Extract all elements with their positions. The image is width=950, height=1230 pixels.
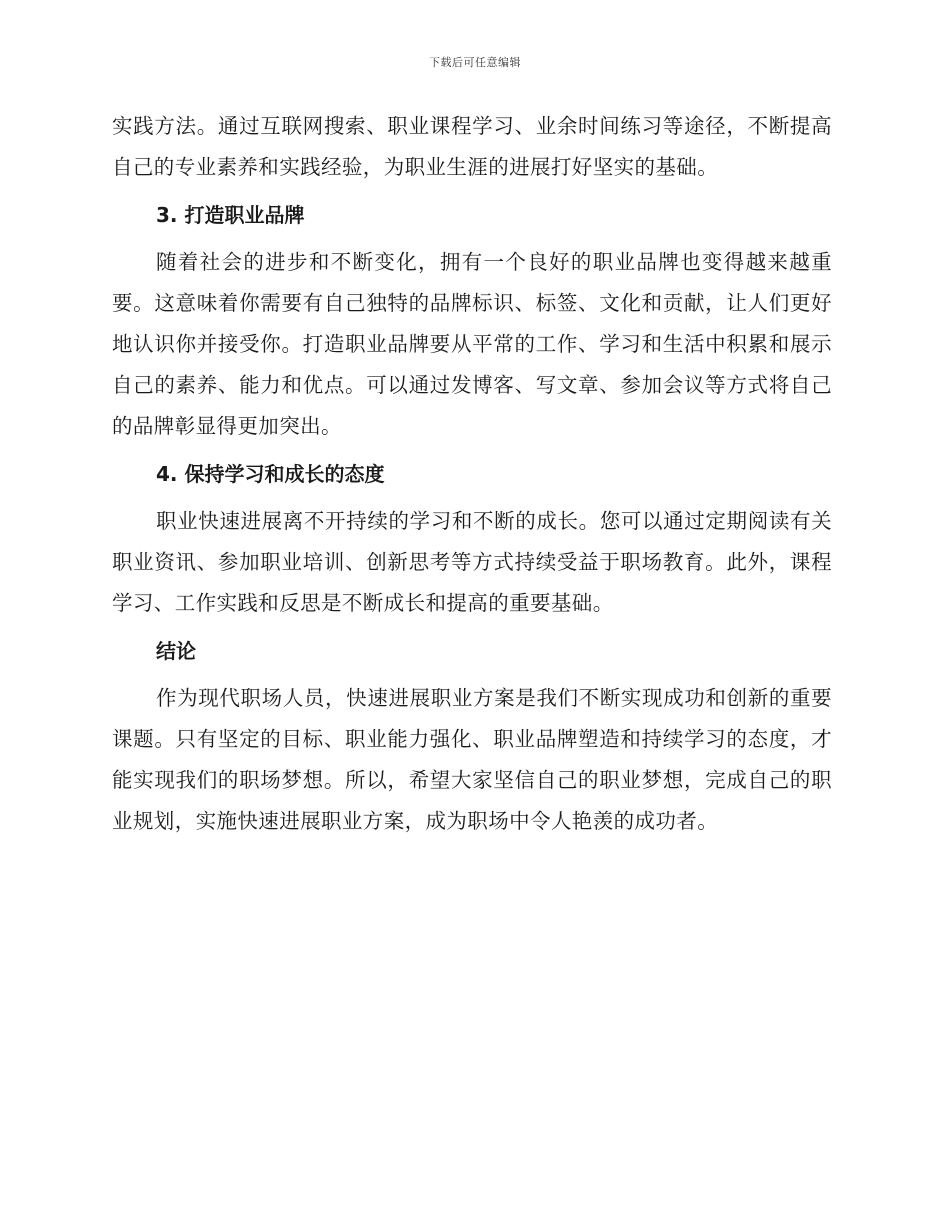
learning-paragraph: 职业快速进展离不开持续的学习和不断的成长。您可以通过定期阅读有关职业资讯、参加职业培训、创新思考等方式持续受益于职场教育。此外，课程学习、工作实践和反思是不断成长和提高的重要基础。 [112,509,832,615]
intro-continuation-paragraph: 实践方法。通过互联网搜索、职业课程学习、业余时间练习等途径，不断提高自己的专业素养和实践经验，为职业生涯的进展打好坚实的基础。 [112,114,832,179]
document-body [112,106,832,842]
section-heading-brand: 3. 打造职业品牌 [156,203,305,227]
conclusion-paragraph: 作为现代职场人员，快速进展职业方案是我们不断实现成功和创新的重要课题。只有坚定的目标、职业能力强化、职业品牌塑造和持续学习的态度，才能实现我们的职场梦想。所以，希望大家坚信自己的职业梦想，完成自己的职业规划，实施快速进展职业方案，成为职场中令人艳羡的成功者。 [112,686,832,833]
page-header-note: 下载后可任意编辑 [429,56,521,69]
brand-paragraph: 随着社会的进步和不断变化，拥有一个良好的职业品牌也变得越来越重要。这意味着你需要有自己独特的品牌标识、标签、文化和贡献，让人们更好地认识你并接受你。打造职业品牌要从平常的工作、学习和生活中积累和展示自己的素养、能力和优点。可以通过发博客、写文章、参加会议等方式将自己的品牌彰显得更加突出。 [112,250,832,438]
section-heading-learning: 4. 保持学习和成长的态度 [156,462,385,486]
section-heading-conclusion: 结论 [156,639,196,663]
